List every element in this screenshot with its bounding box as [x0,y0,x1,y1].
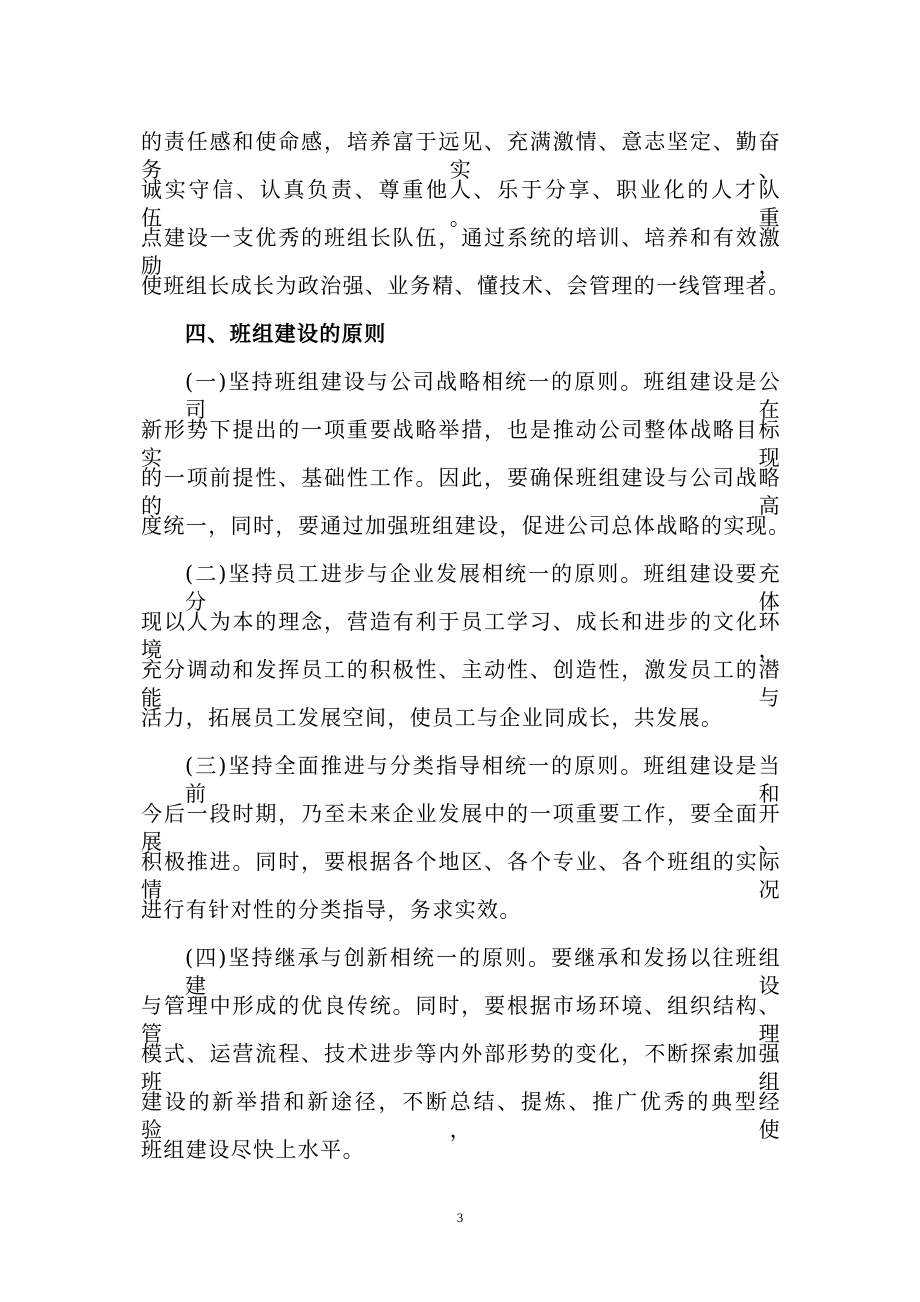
principle-2-line-1: (二)坚持员工进步与企业发展相统一的原则。班组建设要充分体 [185,562,781,614]
principle-3-line-1: (三)坚持全面推进与分类指导相统一的原则。班组建设是当前和 [185,754,781,806]
principle-3-line-2: 今后一段时期，乃至未来企业发展中的一项重要工作，要全面开展、 [141,802,781,854]
principle-3-line-3: 积极推进。同时，要根据各个地区、各个专业、各个班组的实际情况 [141,850,781,902]
principle-2-line-4: 活力，拓展员工发展空间，使员工与企业同成长，共发展。 [141,706,724,730]
principle-4-line-5: 班组建设尽快上水平。 [141,1138,365,1162]
intro-line-1: 的责任感和使命感，培养富于远见、充满激情、意志坚定、勤奋务实、 [141,130,781,182]
intro-line-3: 点建设一支优秀的班组长队伍，通过系统的培训、培养和有效激励， [141,226,781,278]
intro-line-4: 使班组长成长为政治强、业务精、懂技术、会管理的一线管理者。 [141,274,791,298]
principle-2-line-2: 现以人为本的理念，营造有利于员工学习、成长和进步的文化环境， [141,610,781,662]
principle-2-line-3: 充分调动和发挥员工的积极性、主动性、创造性，激发员工的潜能与 [141,658,781,710]
principle-3-line-4: 进行有针对性的分类指导，务求实效。 [141,898,522,922]
principle-4-line-1: (四)坚持继承与创新相统一的原则。要继承和发扬以往班组建设 [185,946,781,998]
page-number: 3 [456,1210,464,1225]
principle-4-line-4: 建设的新举措和新途径，不断总结、提炼、推广优秀的典型经验，使 [141,1090,781,1142]
principle-4-line-2: 与管理中形成的优良传统。同时，要根据市场环境、组织结构、管理 [141,994,781,1046]
section-heading: 四、班组建设的原则 [185,321,387,346]
intro-line-2: 诚实守信、认真负责、尊重他人、乐于分享、职业化的人才队伍。重 [141,178,781,230]
principle-1-line-1: (一)坚持班组建设与公司战略相统一的原则。班组建设是公司在 [185,370,781,422]
principle-1-line-4: 度统一，同时，要通过加强班组建设，促进公司总体战略的实现。 [141,514,791,538]
principle-4-line-3: 模式、运营流程、技术进步等内外部形势的变化，不断探索加强班组 [141,1042,781,1094]
principle-1-line-2: 新形势下提出的一项重要战略举措，也是推动公司整体战略目标实现 [141,418,781,470]
principle-1-line-3: 的一项前提性、基础性工作。因此，要确保班组建设与公司战略的高 [141,466,781,518]
